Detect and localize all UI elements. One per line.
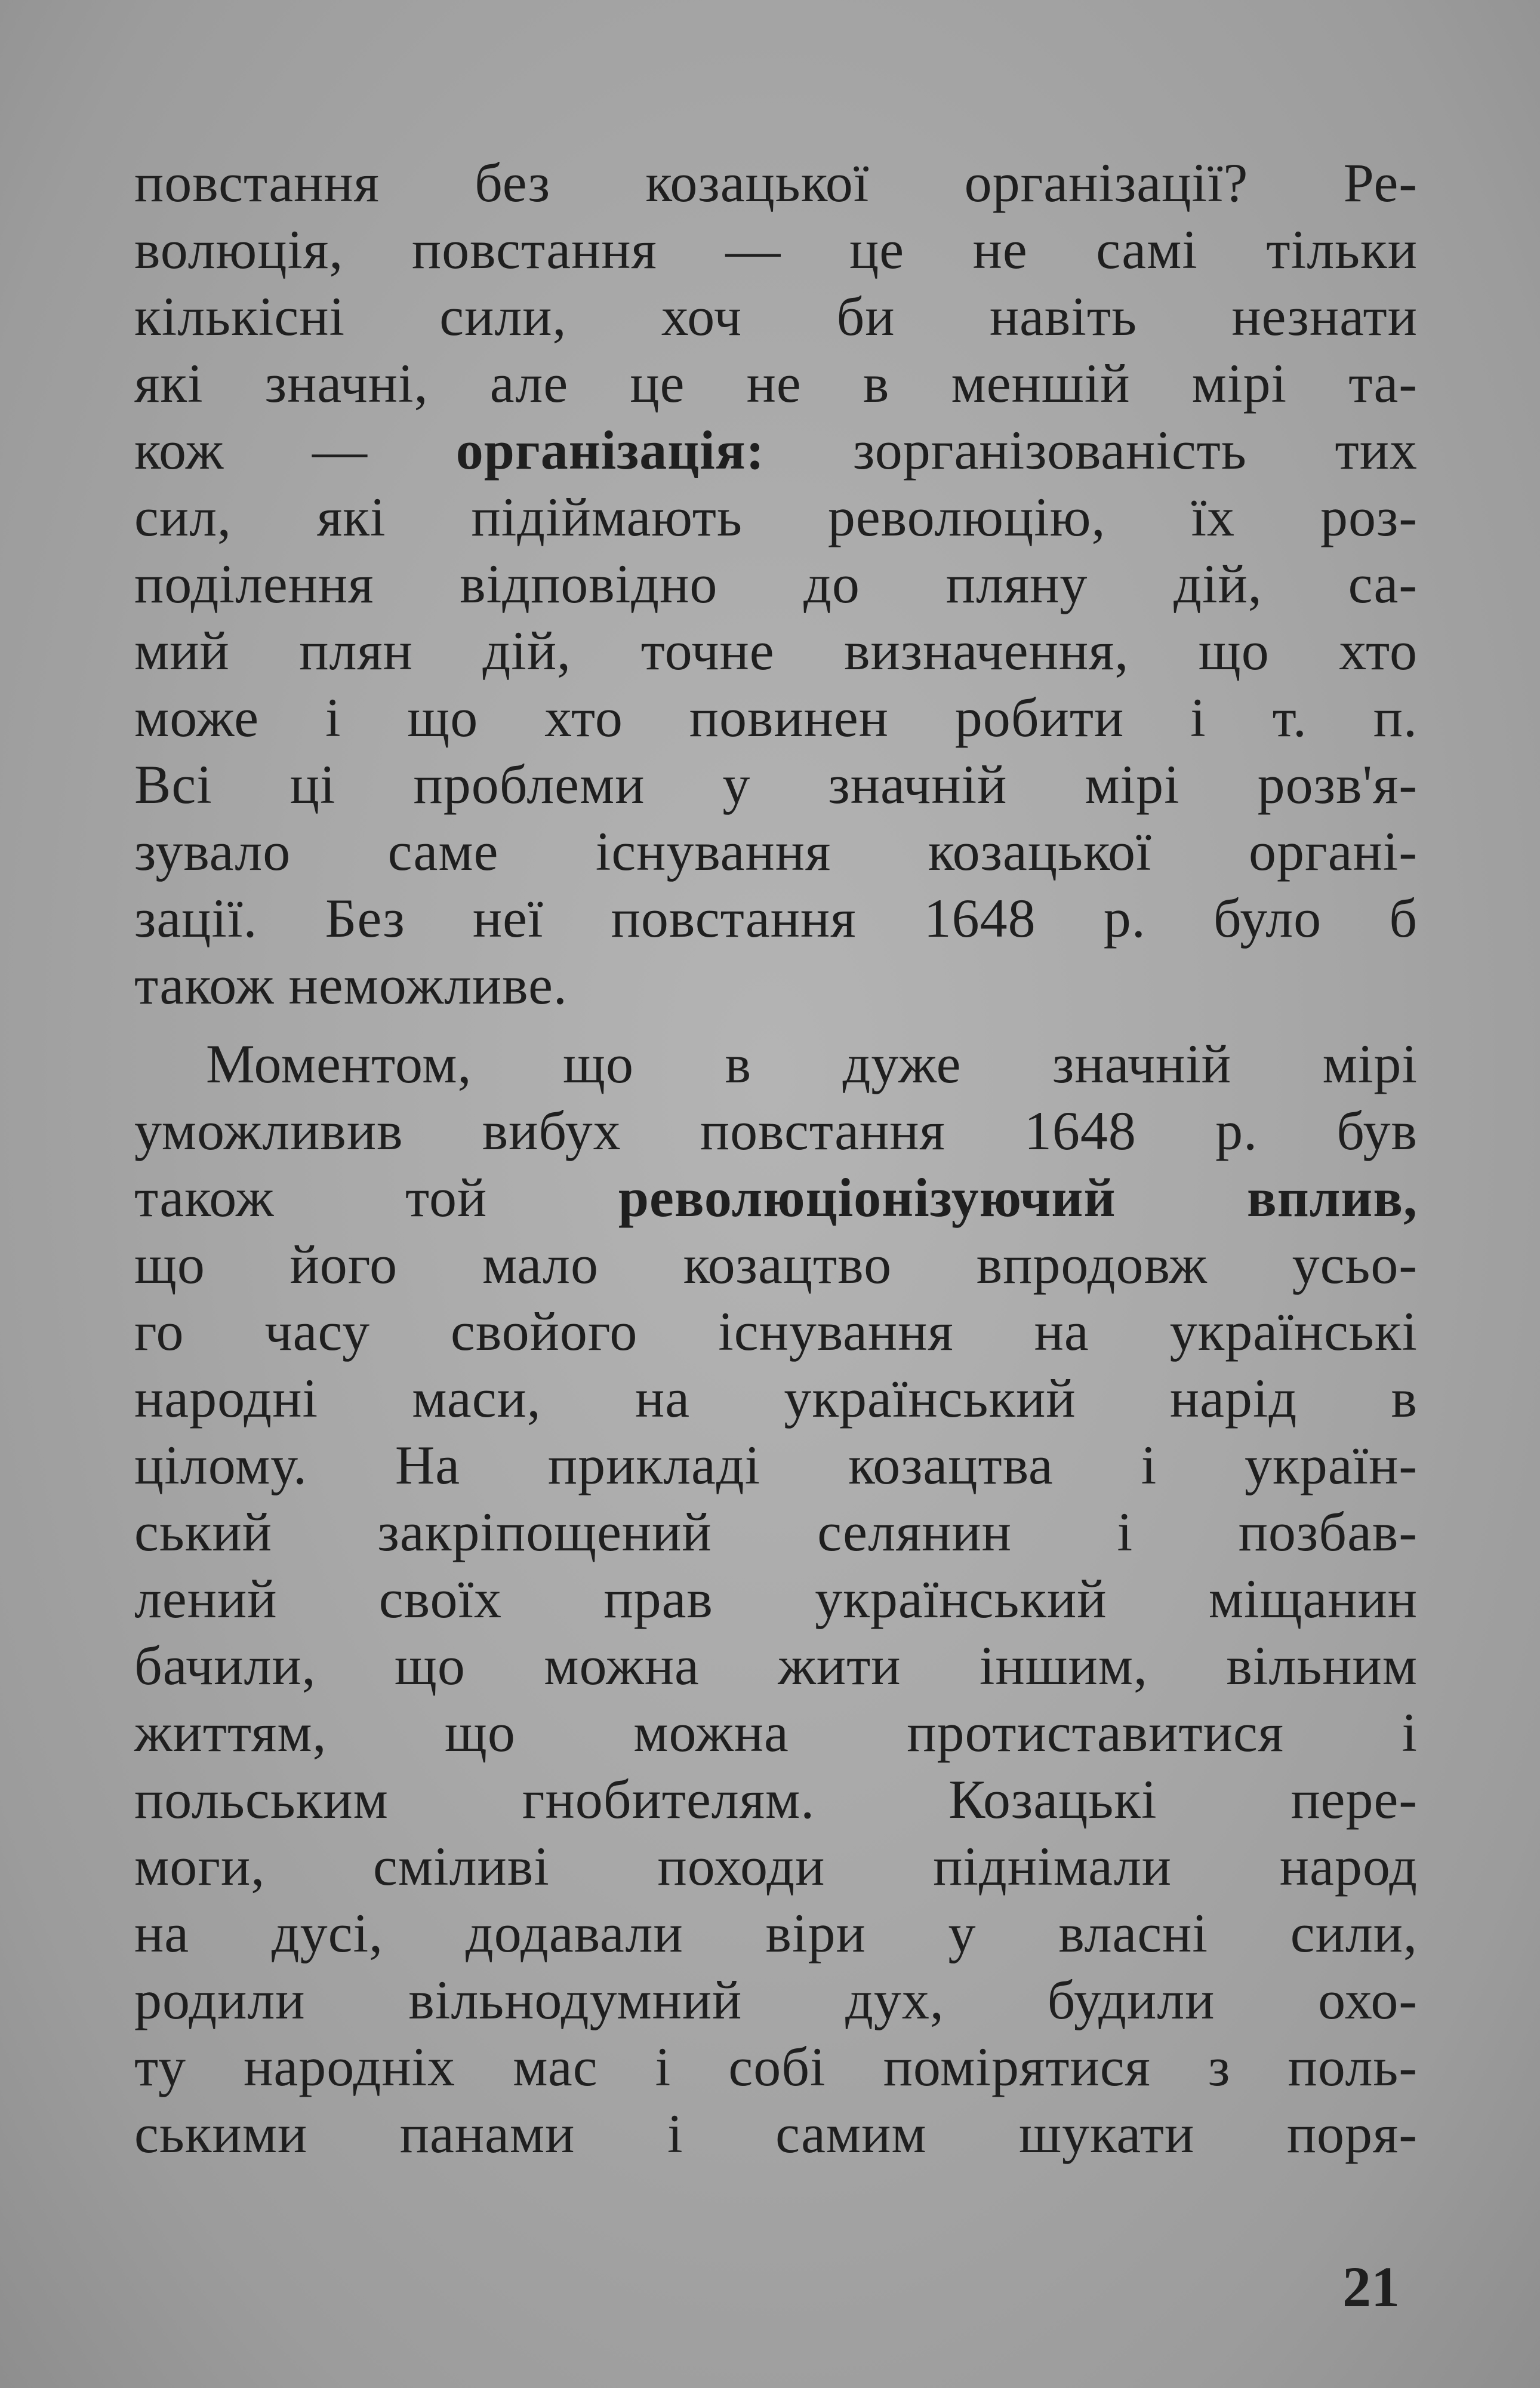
- text-line: [134, 417, 1418, 484]
- bold-term-revolutionizing-influence: революціонізуючий вплив,: [618, 1167, 1418, 1228]
- text-line: поділення відповідно до пляну дій, са-: [134, 553, 1418, 614]
- text-line: життям, що можна протиставитися і: [134, 1702, 1418, 1763]
- text-line: моги, сміливі походи піднімали народ: [134, 1836, 1418, 1897]
- text-line: повстання без козацької організації? Ре-: [134, 152, 1418, 213]
- text-line: зації. Без неї повстання 1648 р. було б: [134, 888, 1418, 949]
- text-line: які значні, але це не в меншій мірі та-: [134, 353, 1418, 414]
- text-line: [134, 1164, 1418, 1231]
- text-line: го часу свойого існування на українські: [134, 1301, 1418, 1362]
- text-line: волюція, повстання — це не самі тільки: [134, 219, 1418, 280]
- text-line: також неможливе.: [134, 955, 568, 1015]
- text-line: може і що хто повинен робити і т. п.: [134, 687, 1418, 748]
- text-line: сил, які підіймають революцію, їх роз-: [134, 487, 1418, 547]
- text-line: що його мало козацтво впродовж усьо-: [134, 1234, 1418, 1295]
- page-body-text: [134, 149, 1418, 2167]
- text-line: на дусі, додавали віри у власні сили,: [134, 1903, 1418, 1964]
- paragraph-start-line: Моментом, що в дуже значній мірі: [206, 1033, 1418, 1094]
- text-line: уможливив вибух повстання 1648 р. був: [134, 1100, 1418, 1161]
- text-line-start: також той: [134, 1167, 618, 1228]
- text-line-end: зорганізованість тих: [765, 420, 1418, 481]
- text-line: кількісні сили, хоч би навіть незнати: [134, 286, 1418, 347]
- text-line: родили вільнодумний дух, будили охо-: [134, 1970, 1418, 2030]
- text-line: зувало саме існування козацької органі-: [134, 821, 1418, 882]
- text-line: ту народніх мас і собі помірятися з поль-: [134, 2036, 1418, 2097]
- text-line: цілому. На прикладі козацтва і україн-: [134, 1435, 1418, 1495]
- bold-term-organization: організація:: [455, 420, 765, 481]
- text-line: лений своїх прав український міщанин: [134, 1568, 1418, 1629]
- text-line: мий плян дій, точне визначення, що хто: [134, 620, 1418, 681]
- text-line: Всі ці проблеми у значній мірі розв'я-: [134, 754, 1418, 815]
- text-line: ський закріпощений селянин і позбав-: [134, 1501, 1418, 1562]
- text-line: ськими панами і самим шукати поря-: [134, 2103, 1418, 2164]
- text-line-start: кож —: [134, 420, 456, 481]
- text-line: бачили, що можна жити іншим, вільним: [134, 1635, 1418, 1696]
- text-line: народні маси, на український нарід в: [134, 1368, 1418, 1429]
- text-line: польським гнобителям. Козацькі пере-: [134, 1769, 1418, 1830]
- page-number: 21: [1342, 2255, 1400, 2319]
